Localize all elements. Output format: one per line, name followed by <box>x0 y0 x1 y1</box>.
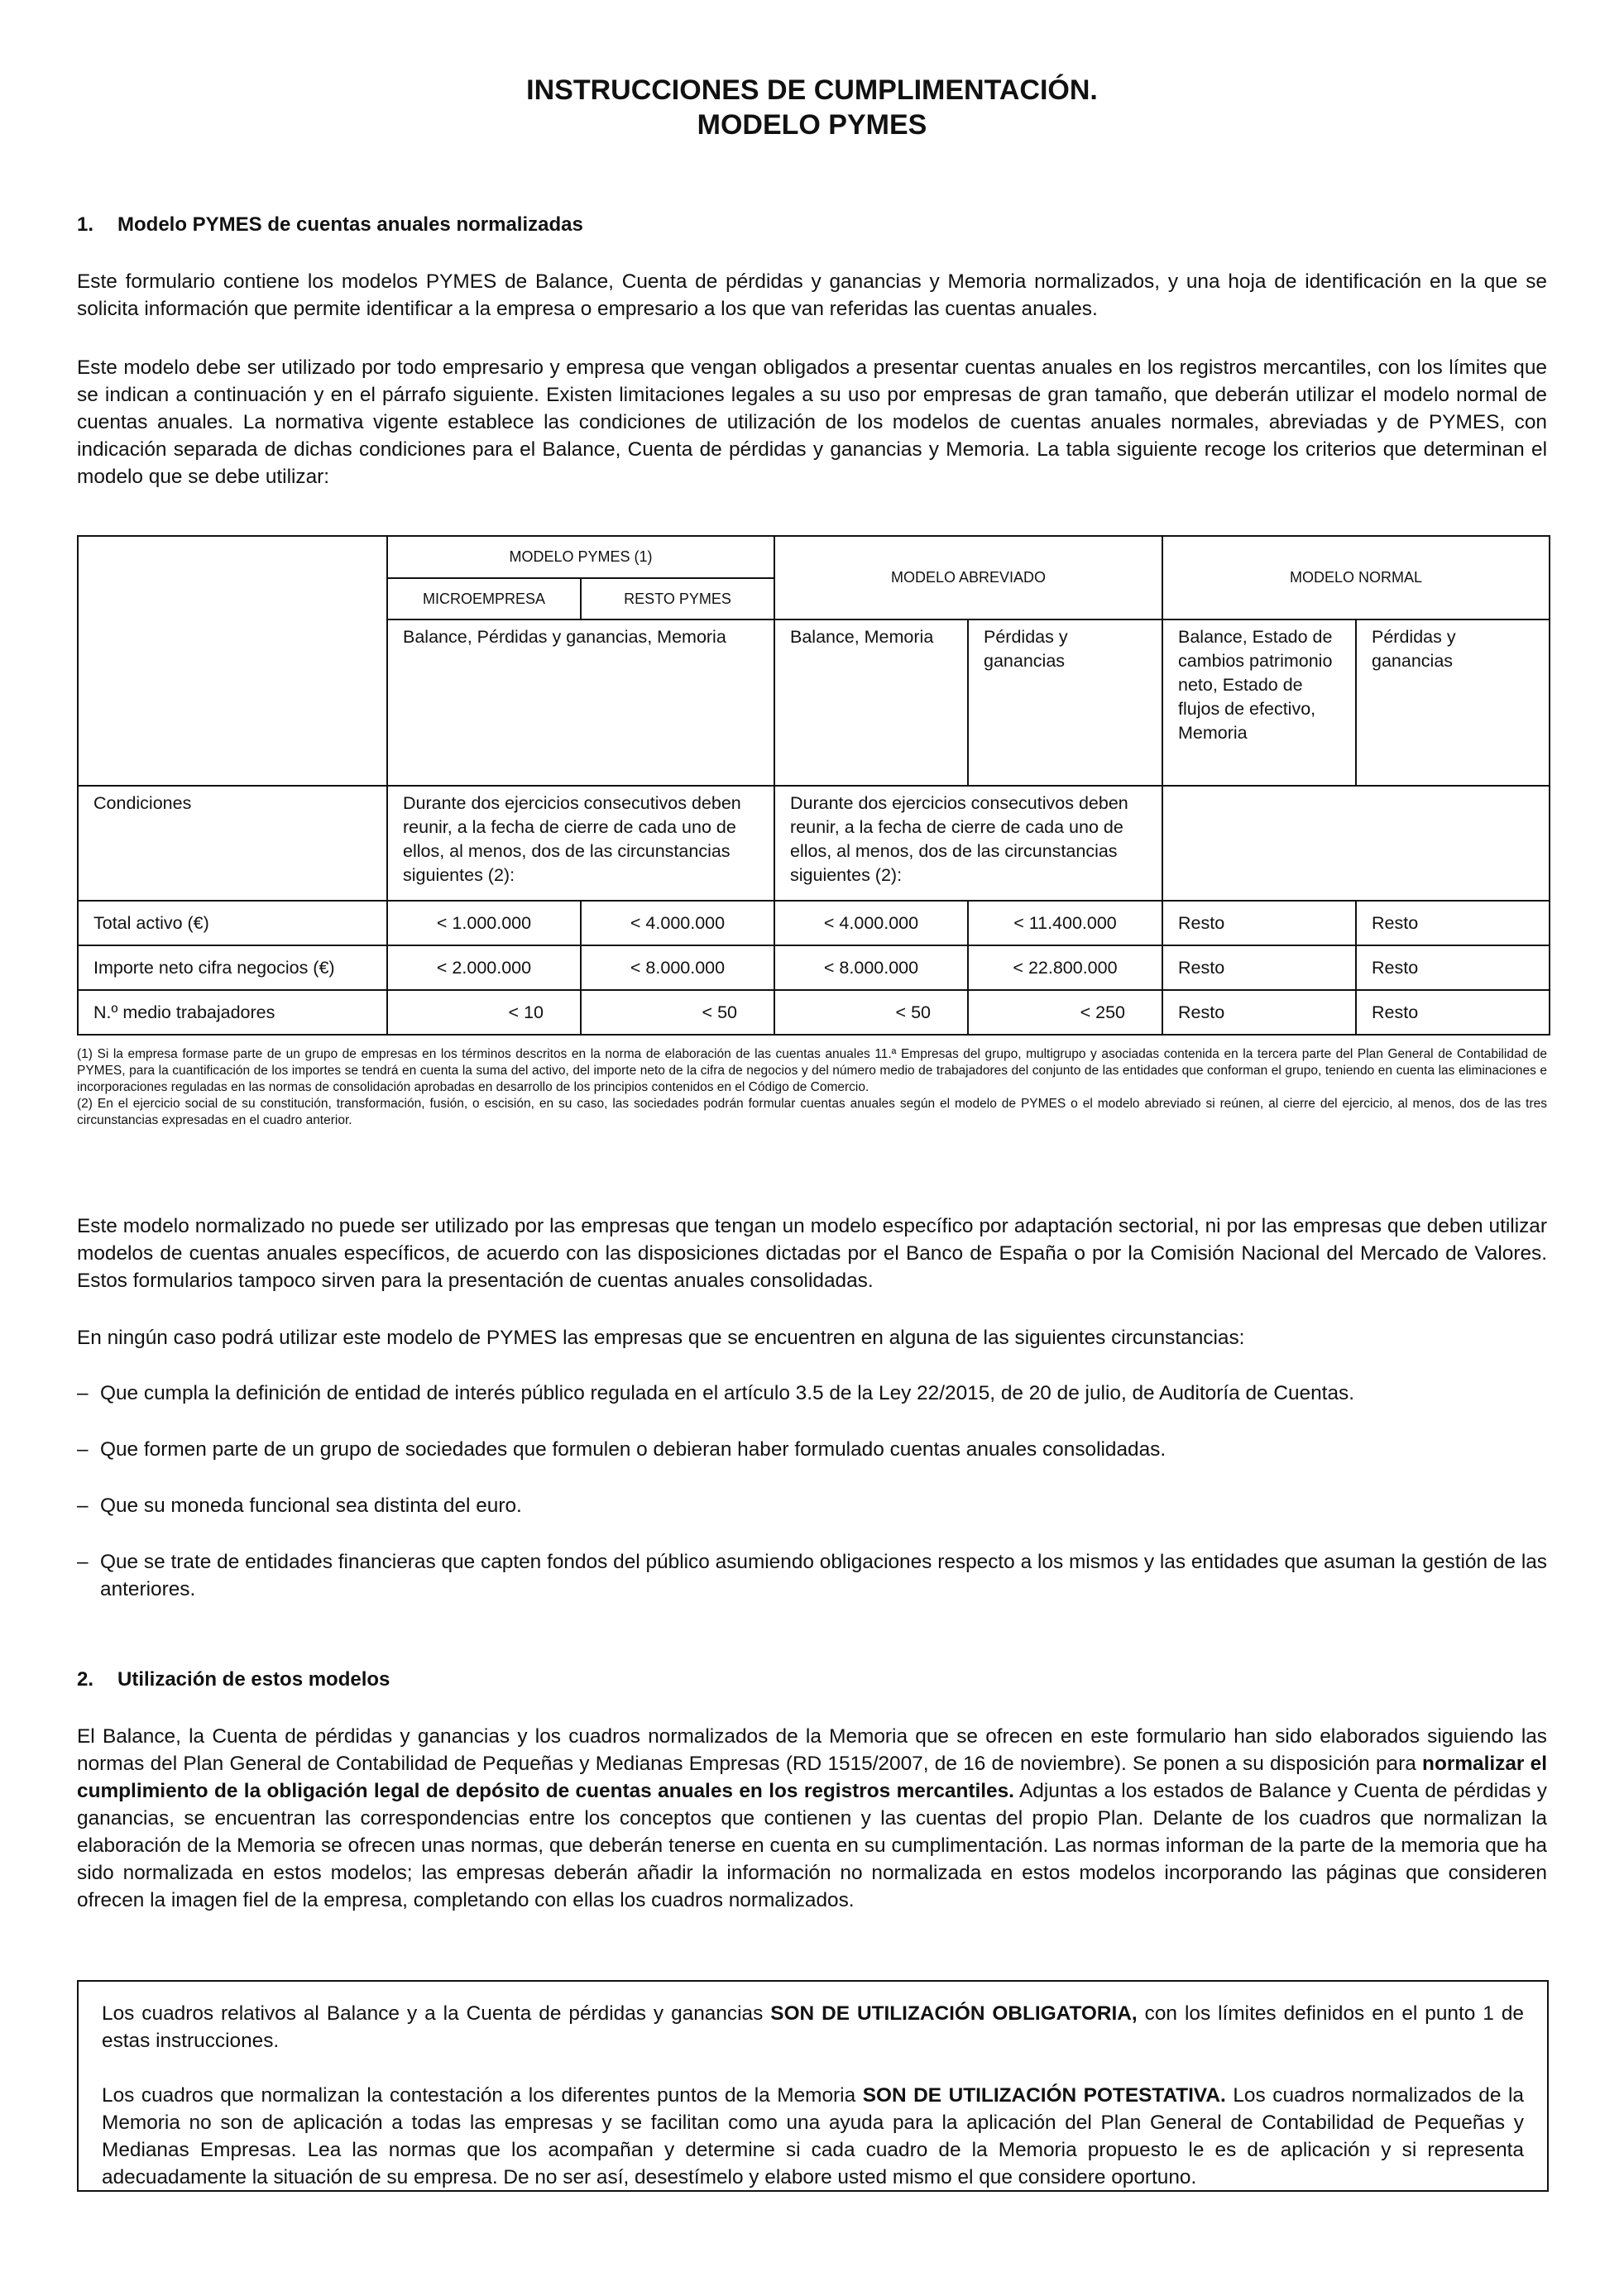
cell-resto-pymes: < 8.000.000 <box>581 945 774 990</box>
section-2-heading <box>77 1668 390 1691</box>
section-2-paragraph <box>77 1723 1547 1914</box>
table-row <box>78 990 1550 1035</box>
footnote-2: (2) En el ejercicio social de su constitución, transformación, fusión, o escisión, en su caso, las sociedades podrán formular cuentas anuales según el modelo de PYMES o el modelo abreviado si reúnen, al cierre del ejercicio, al menos, dos de las tres circunstancias expresadas en el cuadro anterior. <box>77 1097 1547 1127</box>
section-2-emphasis: normalizar el cumplimiento de la obligación legal de depósito de cuentas anuales en los registros mercantiles. <box>77 1753 1547 1802</box>
notice-box <box>77 1980 1549 2192</box>
cell-resto-pymes: < 50 <box>581 990 774 1035</box>
dash-marker: – <box>77 1495 89 1517</box>
conditions-pymes: Durante dos ejercicios consecutivos deben reunir, a la fecha de cierre de cada uno de ellos, al menos, dos de las circunstancias siguientes (2): <box>387 786 774 901</box>
dash-marker: – <box>77 1382 89 1404</box>
section-2-text-c: Adjuntas a los estados de Balance y Cuenta de pérdidas y ganancias, se encuentran las correspondencias entre los conceptos que contienen y las cuentas del propio Plan. Delante de los cuadros que normalizan la elaboración de la Memoria se ofrecen unas normas, que deberán tenerse en cuenta en su cumplimentación. Las normas informan de la parte de la memoria que ha sido normalizada en estos modelos; las empresas deberán añadir la información no normalizada en estos modelos incorporando las páginas que consideren ofrecen la imagen fiel de la empresa, completando con ellas los cuadros normalizados. <box>77 1780 1548 1911</box>
docs-abreviado-2: Pérdidas y ganancias <box>968 619 1162 786</box>
section-1-paragraph-4: En ningún caso podrá utilizar este modelo de PYMES las empresas que se encuentren en alguna de las siguientes circunstancias: <box>77 1327 1245 1349</box>
header-modelo-pymes: MODELO PYMES (1) <box>387 536 774 578</box>
notice-potestativa <box>102 2082 1524 2191</box>
footnote-1: (1) Si la empresa formase parte de un grupo de empresas en los términos descritos en la norma de elaboración de las cuentas anuales 11.ª Empresas del grupo, multigrupo y asociadas contenida en la tercera parte del Plan General de Contabilidad de PYMES, para la cuantificación de los importes se tendrá en cuenta la suma del activo, del importe neto de la cifra de negocios y del número medio de trabajadores del conjunto de las entidades que conforman el grupo, teniendo en cuenta las eliminaciones e incorporaciones reguladas en las normas de consolidación aprobadas en desarrollo de los principios contenidos en el Código de Comercio. <box>77 1047 1547 1094</box>
section-2-number: 2. <box>77 1668 94 1691</box>
cell-normal-2: Resto <box>1356 945 1550 990</box>
notice-1-text-a: Los cuadros relativos al Balance y a la Cuenta de pérdidas y ganancias <box>102 2002 771 2025</box>
table-row <box>78 945 1550 990</box>
dash-marker: – <box>77 1551 89 1573</box>
title-line-2: MODELO PYMES <box>697 109 927 141</box>
list-item <box>77 1548 1547 1603</box>
section-1-paragraph-3: Este modelo normalizado no puede ser utilizado por las empresas que tengan un modelo específico por adaptación sectorial, ni por las empresas que deben utilizar modelos de cuentas anuales específicos, de acuerdo con las disposiciones dictadas por el Banco de España o por la Comisión Nacional del Mercado de Valores. Estos formularios tampoco sirven para la presentación de cuentas anuales consolidadas. <box>77 1215 1547 1292</box>
notice-2-text-c: Los cuadros normalizados de la Memoria no son de aplicación a todas las empresas y se facilitan como una ayuda para la aplicación del Plan General de Contabilidad de Pequeñas y Medianas Empresas. Lea las normas que los acompañan y determine si cada cuadro de la Memoria propuesto le es de aplicación y si representa adecuadamente la situación de su empresa. De no ser así, desestímelo y elabore usted mismo el que considere oportuno. <box>102 2084 1524 2188</box>
section-2-text-a: El Balance, la Cuenta de pérdidas y ganancias y los cuadros normalizados de la Memoria que se ofrecen en este formulario han sido elaborados siguiendo las normas del Plan General de Contabilidad de Pequeñas y Medianas Empresas (RD 1515/2007, de 16 de noviembre). Se ponen a su disposición para <box>77 1725 1547 1775</box>
section-1-heading <box>77 213 583 237</box>
dash-marker: – <box>77 1438 89 1461</box>
document-title <box>77 73 1547 142</box>
cell-abreviado-2: < 250 <box>968 990 1162 1035</box>
header-resto-pymes: RESTO PYMES <box>581 578 774 619</box>
notice-1-text-c: con los límites definidos en el punto 1 de estas instrucciones. <box>102 2002 1524 2052</box>
header-microempresa: MICROEMPRESA <box>387 578 581 619</box>
cell-normal-1: Resto <box>1162 945 1356 990</box>
conditions-normal <box>1162 786 1550 901</box>
docs-abreviado-1: Balance, Memoria <box>774 619 968 786</box>
cell-abreviado-1: < 4.000.000 <box>774 901 968 945</box>
cell-normal-2: Resto <box>1356 990 1550 1035</box>
list-item <box>77 1380 1547 1407</box>
list-item <box>77 1436 1547 1463</box>
list-item-text: Que cumpla la definición de entidad de interés público regulada en el artículo 3.5 de la Ley 22/2015, de 20 de julio, de Auditoría de Cuentas. <box>100 1382 1354 1404</box>
cell-normal-2: Resto <box>1356 901 1550 945</box>
cell-microempresa: < 1.000.000 <box>387 901 581 945</box>
header-modelo-normal: MODELO NORMAL <box>1162 536 1550 619</box>
title-line-1: INSTRUCCIONES DE CUMPLIMENTACIÓN. <box>526 74 1098 106</box>
docs-normal-2: Pérdidas y ganancias <box>1356 619 1550 786</box>
notice-obligatoria <box>102 2000 1524 2054</box>
cell-abreviado-2: < 11.400.000 <box>968 901 1162 945</box>
row-label: N.º medio trabajadores <box>78 990 387 1035</box>
cell-microempresa: < 10 <box>387 990 581 1035</box>
criteria-table <box>77 535 1550 1036</box>
section-1-title: Modelo PYMES de cuentas anuales normalizadas <box>117 213 583 236</box>
cell-abreviado-1: < 8.000.000 <box>774 945 968 990</box>
list-item-text: Que su moneda funcional sea distinta del euro. <box>100 1495 522 1517</box>
conditions-abreviado: Durante dos ejercicios consecutivos deben reunir, a la fecha de cierre de cada uno de ellos, al menos, dos de las circunstancias siguientes (2): <box>774 786 1162 901</box>
row-label: Total activo (€) <box>78 901 387 945</box>
notice-1-emphasis: SON DE UTILIZACIÓN OBLIGATORIA, <box>770 2002 1138 2025</box>
cell-abreviado-1: < 50 <box>774 990 968 1035</box>
table-corner-cell <box>78 536 387 619</box>
list-item-text: Que se trate de entidades financieras que capten fondos del público asumiendo obligaciones respecto a los mismos y las entidades que asuman la gestión de las anteriores. <box>100 1551 1547 1600</box>
section-1-paragraph-2: Este modelo debe ser utilizado por todo empresario y empresa que vengan obligados a presentar cuentas anuales en los registros mercantiles, con los límites que se indican a continuación y en el párrafo siguiente. Existen limitaciones legales a su uso por empresas de gran tamaño, que deberán utilizar el modelo normal de cuentas anuales. La normativa vigente establece las condiciones de utilización de los modelos de cuentas anuales normales, abreviadas y de PYMES, con indicación separada de dichas condiciones para el Balance, Cuenta de pérdidas y ganancias y Memoria. La tabla siguiente recoge los criterios que determinan el modelo que se debe utilizar: <box>77 356 1547 488</box>
section-1-number: 1. <box>77 213 94 236</box>
notice-2-emphasis: SON DE UTILIZACIÓN POTESTATIVA. <box>862 2084 1226 2107</box>
cell-abreviado-2: < 22.800.000 <box>968 945 1162 990</box>
list-item <box>77 1492 1547 1519</box>
header-modelo-abreviado: MODELO ABREVIADO <box>774 536 1162 619</box>
docs-pymes: Balance, Pérdidas y ganancias, Memoria <box>387 619 774 786</box>
conditions-label: Condiciones <box>78 786 387 901</box>
notice-2-text-a: Los cuadros que normalizan la contestación a los diferentes puntos de la Memoria <box>102 2084 863 2107</box>
section-2-title: Utilización de estos modelos <box>117 1668 390 1691</box>
document-page <box>77 0 1548 2188</box>
section-1-paragraph-1: Este formulario contiene los modelos PYMES de Balance, Cuenta de pérdidas y ganancias y Memoria normalizados, y una hoja de identificación en la que se solicita información que permite identificar a la empresa o empresario a los que van referidas las cuentas anuales. <box>77 270 1547 320</box>
cell-normal-1: Resto <box>1162 990 1356 1035</box>
table-row <box>78 901 1550 945</box>
cell-microempresa: < 2.000.000 <box>387 945 581 990</box>
docs-label-cell <box>78 619 387 786</box>
cell-normal-1: Resto <box>1162 901 1356 945</box>
cell-resto-pymes: < 4.000.000 <box>581 901 774 945</box>
docs-normal-1: Balance, Estado de cambios patrimonio neto, Estado de flujos de efectivo, Memoria <box>1162 619 1356 786</box>
table-footnotes <box>77 1046 1547 1129</box>
list-item-text: Que formen parte de un grupo de sociedades que formulen o debieran haber formulado cuentas anuales consolidadas. <box>100 1438 1167 1461</box>
row-label: Importe neto cifra negocios (€) <box>78 945 387 990</box>
